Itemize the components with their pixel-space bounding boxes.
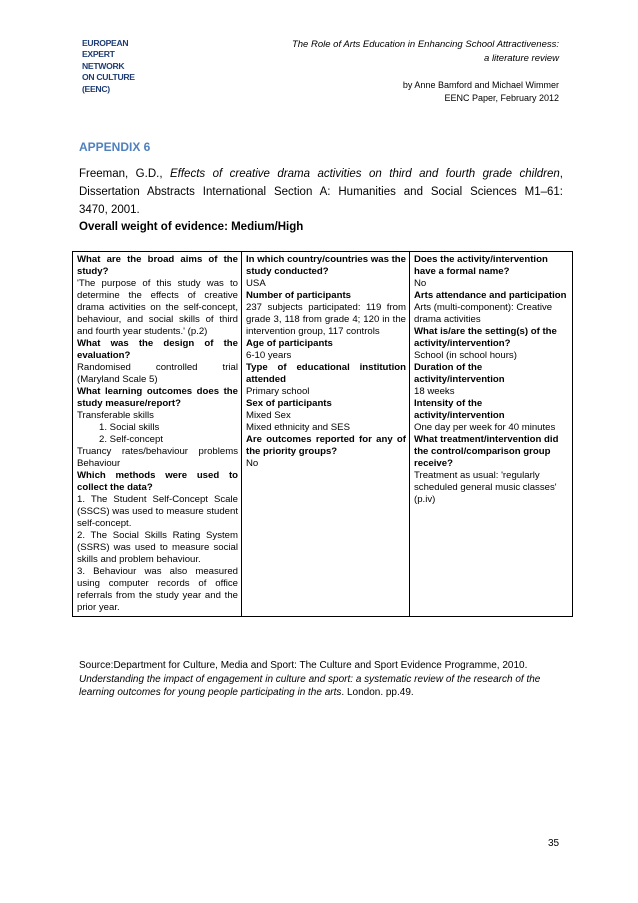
citation-comma: ,: [559, 168, 563, 180]
answer: Primary school: [246, 386, 310, 397]
table-cell-study: [73, 252, 242, 617]
table-row: [73, 252, 573, 617]
source-plain: Source:Department for Culture, Media and Sport: The Culture and Sport Evidence Programme, 2010.: [79, 660, 528, 671]
answer: Truancy rates/behaviour problems Behaviour: [77, 446, 238, 469]
question: Duration of the activity/intervention: [414, 362, 505, 385]
citation-line1: [79, 166, 563, 184]
question: What learning outcomes does the study measure/report?: [77, 386, 238, 409]
answer: Mixed ethnicity and SES: [246, 422, 350, 433]
answer: School (in school hours): [414, 350, 517, 361]
question: Does the activity/intervention have a formal name?: [414, 254, 548, 277]
answer: 1. The Student Self-Concept Scale (SSCS) was used to measure student self-concept.: [77, 494, 238, 529]
header-authors: by Anne Bamford and Michael Wimmer: [402, 80, 559, 90]
answer: 18 weeks: [414, 386, 455, 397]
citation-title: Effects of creative drama activities on third and fourth grade children: [169, 168, 560, 180]
answer: Treatment as usual: 'regularly scheduled general music classes' (p.iv): [414, 470, 557, 505]
evidence-weight: Overall weight of evidence: Medium/High: [79, 221, 304, 234]
answer: USA: [246, 278, 266, 289]
citation-author: Freeman, G.D.,: [79, 168, 170, 180]
question: Are outcomes reported for any of the priority groups?: [246, 434, 406, 457]
answer: No: [414, 278, 427, 289]
logo-line: NETWORK: [82, 60, 125, 71]
table-cell-participants: [242, 252, 410, 617]
question: Age of participants: [246, 338, 333, 349]
answer: Transferable skills: [77, 410, 154, 421]
list-item: 1. Social skills: [99, 422, 160, 433]
answer: 2. The Social Skills Rating System (SSRS) was used to measure social skills and problem behaviour.: [77, 530, 238, 565]
citation: [79, 166, 563, 237]
answer: No: [246, 458, 259, 469]
logo-line: (EENC): [82, 83, 110, 94]
question: What are the broad aims of the study?: [77, 254, 238, 277]
answer: Arts (multi-component): Creative drama activities: [414, 302, 553, 325]
question: What was the design of the evaluation?: [77, 338, 238, 361]
source-note: [79, 659, 565, 700]
table-cell-activity: [410, 252, 573, 617]
question: Sex of participants: [246, 398, 332, 409]
logo-line: EXPERT: [82, 49, 115, 60]
question: Which methods were used to collect the data?: [77, 470, 238, 493]
header-title-line2: a literature review: [484, 53, 559, 64]
eenc-logo: [82, 38, 135, 95]
answer: Mixed Sex: [246, 410, 291, 421]
list-item: 2. Self-concept: [99, 434, 163, 445]
header-paper: EENC Paper, February 2012: [444, 93, 559, 103]
logo-line: ON CULTURE: [82, 72, 135, 83]
source-end: . London. pp.49.: [341, 687, 414, 698]
answer: 3. Behaviour was also measured using computer records of office referrals from the study year and the prior year.: [77, 566, 238, 613]
answer: Randomised controlled trial (Maryland Scale 5): [77, 362, 238, 385]
appendix-heading: APPENDIX 6: [79, 140, 151, 154]
question: Number of participants: [246, 290, 352, 301]
source-italic: Understanding the impact of engagement in culture and sport: a systematic review of the research of the learning outcomes for young people participating in the arts: [79, 673, 541, 698]
question: In which country/countries was the study conducted?: [246, 254, 406, 277]
question: Intensity of the activity/intervention: [414, 398, 505, 421]
logo-line: EUROPEAN: [82, 38, 129, 48]
answer: One day per week for 40 minutes: [414, 422, 556, 433]
citation-line3: 3470, 2001.: [79, 203, 140, 216]
answer: 6-10 years: [246, 350, 292, 361]
question: Arts attendance and participation: [414, 290, 567, 301]
answer: 237 subjects participated: 119 from grade 3, 118 from grade 4; 120 in the intervention group, 117 controls: [246, 302, 406, 337]
question: Type of educational institution attended: [246, 362, 406, 385]
page-number: 35: [548, 838, 560, 849]
question: What is/are the setting(s) of the activity/intervention?: [414, 326, 557, 349]
evidence-table: [72, 251, 573, 617]
header-title-line1: The Role of Arts Education in Enhancing School Attractiveness:: [291, 39, 559, 50]
question: What treatment/intervention did the control/comparison group receive?: [414, 434, 559, 469]
answer: 'The purpose of this study was to determine the effects of creative drama activities on the self-concept, behaviour, and social skills of third and fourth year students.' (p.2): [77, 278, 238, 337]
running-header: [292, 38, 559, 105]
citation-line2: Dissertation Abstracts International Section A: Humanities and Social Sciences M1–61:: [79, 185, 563, 198]
